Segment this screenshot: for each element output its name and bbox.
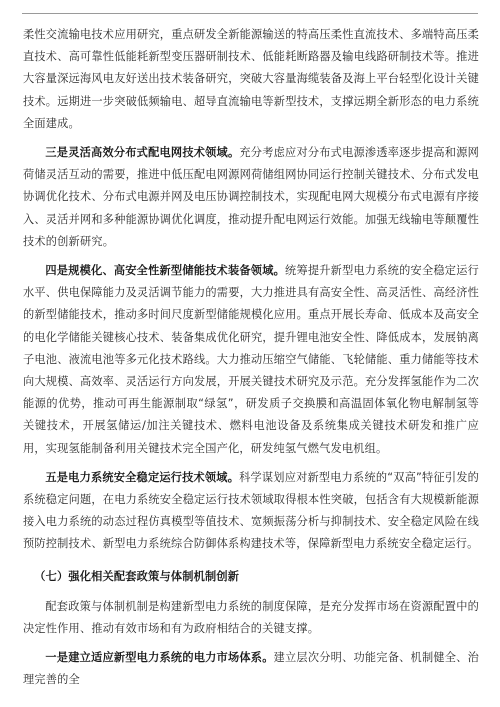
- paragraph-text: 配套政策与体制机制是构建新型电力系统的制度保障，是充分发挥市场在资源配置中的决定性作用、推动有效市场和有为政府相结合的关键支撑。: [23, 599, 479, 636]
- paragraph-text: 科学谋划应对新型电力系统的“双高”特征引发的系统稳定问题，在电力系统安全稳定运行技术领域取得根本性突破，包括含有大规模新能源接入电力系统的动态过程仿真模型等值技术、宽频振荡分析与抑制技术、安全稳定风险在线预防控制技术、新型电力系统综合防御体系构建技术等，保障新型电力系统安全稳定运行。: [23, 470, 479, 551]
- header-rule: [22, 13, 478, 14]
- paragraph-lead: 五是电力系统安全稳定运行技术领域。: [45, 470, 240, 484]
- paragraph-lead: 三是灵活高效分布式配电网技术领域。: [45, 146, 240, 160]
- paragraph-power-market: [23, 647, 479, 691]
- paragraph-text: 充分考虑应对分布式电源渗透率逐步提高和源网荷储灵活互动的需要，推进中低压配电网源网荷储组网协同运行控制关键技术、分布式发电协调优化技术、分布式电源并网及电压协调控制技术，实现配电网大规模分布式电源有序接入、灵活并网和多种能源协调优化调度，推动提升配电网运行效能。加强无线输电等颠覆性技术的创新研究。: [23, 146, 480, 248]
- paragraph-lead: 一是建立适应新型电力系统的电力市场体系。: [45, 651, 274, 665]
- paragraph-continuation: [23, 24, 479, 135]
- paragraph-text: 统筹提升新型电力系统的安全稳定运行水平、供电保障能力及灵活调节能力的需要，大力推进具有高安全性、高灵活性、高经济性的新型储能技术，推动多时间尺度新型储能规模化应用。重点开展长寿命、低成本及高安全的电化学储能关键核心技术、装备集成优化研究，提升锂电池安全性、降低成本，发展钠离子电池、液流电池等多元化技术路线。大力推动压缩空气储能、飞轮储能、重力储能等技术向大规模、高效率、灵活运行方向发展，开展关键技术研究及示范。充分发挥氢能作为二次能源的优势，推动可再生能源制取“绿氢”，研发质子交换膜和高温固体氧化物电解制氢等关键技术，开展氢储运/加注关键技术、燃料电池设备及系统集成关键技术研发和推广应用，实现氢能制备利用关键技术完全国产化，研发纯氢气燃气发电机组。: [23, 264, 479, 455]
- paragraph-energy-storage: [23, 260, 479, 460]
- paragraph-distribution-grid: [23, 142, 479, 253]
- paragraph-text: 柔性交流输电技术应用研究，重点研发全新能源输送的特高压柔性直流技术、多端特高压柔直技术、高可靠性低能耗新型变压器研制技术、低能耗断路器及输电线路研制技术等。推进大容量深远海风电友好送出技术装备研究，突破大容量海缆装备及海上平台轻型化设计关键技术。远期进一步突破低频输电、超导直流输电等新型技术，支撑远期全新形态的电力系统全面建成。: [23, 28, 479, 130]
- paragraph-policy-support: [23, 596, 479, 640]
- document-body: [23, 24, 479, 699]
- paragraph-system-stability: [23, 467, 479, 556]
- paragraph-text: 建立层次分明、功能完备、机制健全、治理完善的全: [23, 651, 479, 687]
- paragraph-lead: 四是规模化、高安全性新型储能技术装备领域。: [45, 264, 286, 278]
- section-heading: （七）强化相关配套政策与体制机制创新: [34, 569, 240, 583]
